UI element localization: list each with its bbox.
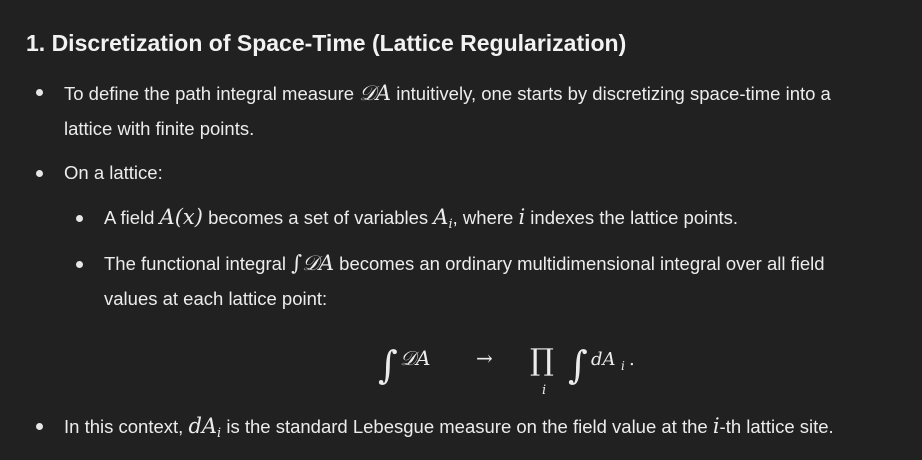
rhs-differential: dA	[591, 349, 616, 370]
math-index: i	[518, 205, 526, 229]
sub-bullet-2-continuation: values at each lattice point:	[104, 288, 328, 309]
bullet-dot	[36, 423, 43, 430]
sub-bullet-2-text	[104, 251, 825, 276]
bullet-1-text	[64, 81, 831, 106]
sub-bullet-dot	[76, 215, 83, 222]
bullet-3-text	[64, 414, 834, 442]
math-variable: Ai	[433, 205, 453, 232]
text-segment: To define the path integral measure	[64, 83, 360, 104]
math-measure: 𝒟A	[359, 81, 392, 105]
text-segment: is the standard Lebesgue measure on the field value at the	[221, 416, 713, 437]
lhs-measure: 𝒟A	[400, 346, 431, 370]
bullet-dot	[36, 89, 43, 96]
text-segment: -th lattice site.	[719, 416, 834, 437]
math-functional-integral: ∫𝒟A	[291, 251, 335, 275]
lhs-integral-sign: ∫	[378, 343, 398, 387]
text-segment: becomes a set of variables	[202, 207, 434, 228]
arrow: →	[476, 346, 493, 370]
text-segment: becomes an ordinary multidimensional integral over all field	[334, 253, 825, 274]
text-segment: The functional integral	[104, 253, 292, 274]
product-sign: ∏	[530, 343, 554, 378]
math-index: i	[712, 414, 720, 438]
rhs-period: .	[629, 349, 635, 370]
text-segment: indexes the lattice points.	[525, 207, 739, 228]
text-segment: A field	[104, 207, 160, 228]
math-differential: dAi	[188, 414, 222, 441]
text-segment: intuitively, one starts by discretizing space-time into a	[391, 83, 831, 104]
bullet-1-continuation: lattice with finite points.	[64, 118, 255, 139]
section-heading: 1. Discretization of Space-Time (Lattice Regularization)	[26, 30, 627, 56]
text-segment: , where	[452, 207, 519, 228]
bullet-dot	[36, 170, 43, 177]
rhs-subscript: i	[621, 359, 625, 373]
sub-bullet-1-text	[104, 205, 738, 233]
math-field: A(x)	[159, 205, 203, 229]
text-segment: In this context,	[64, 416, 189, 437]
display-equation	[372, 332, 652, 402]
sub-bullet-dot	[76, 261, 83, 268]
product-index: i	[542, 383, 547, 398]
rhs-integral-sign: ∫	[568, 343, 588, 387]
bullet-2-text: On a lattice:	[64, 162, 163, 183]
